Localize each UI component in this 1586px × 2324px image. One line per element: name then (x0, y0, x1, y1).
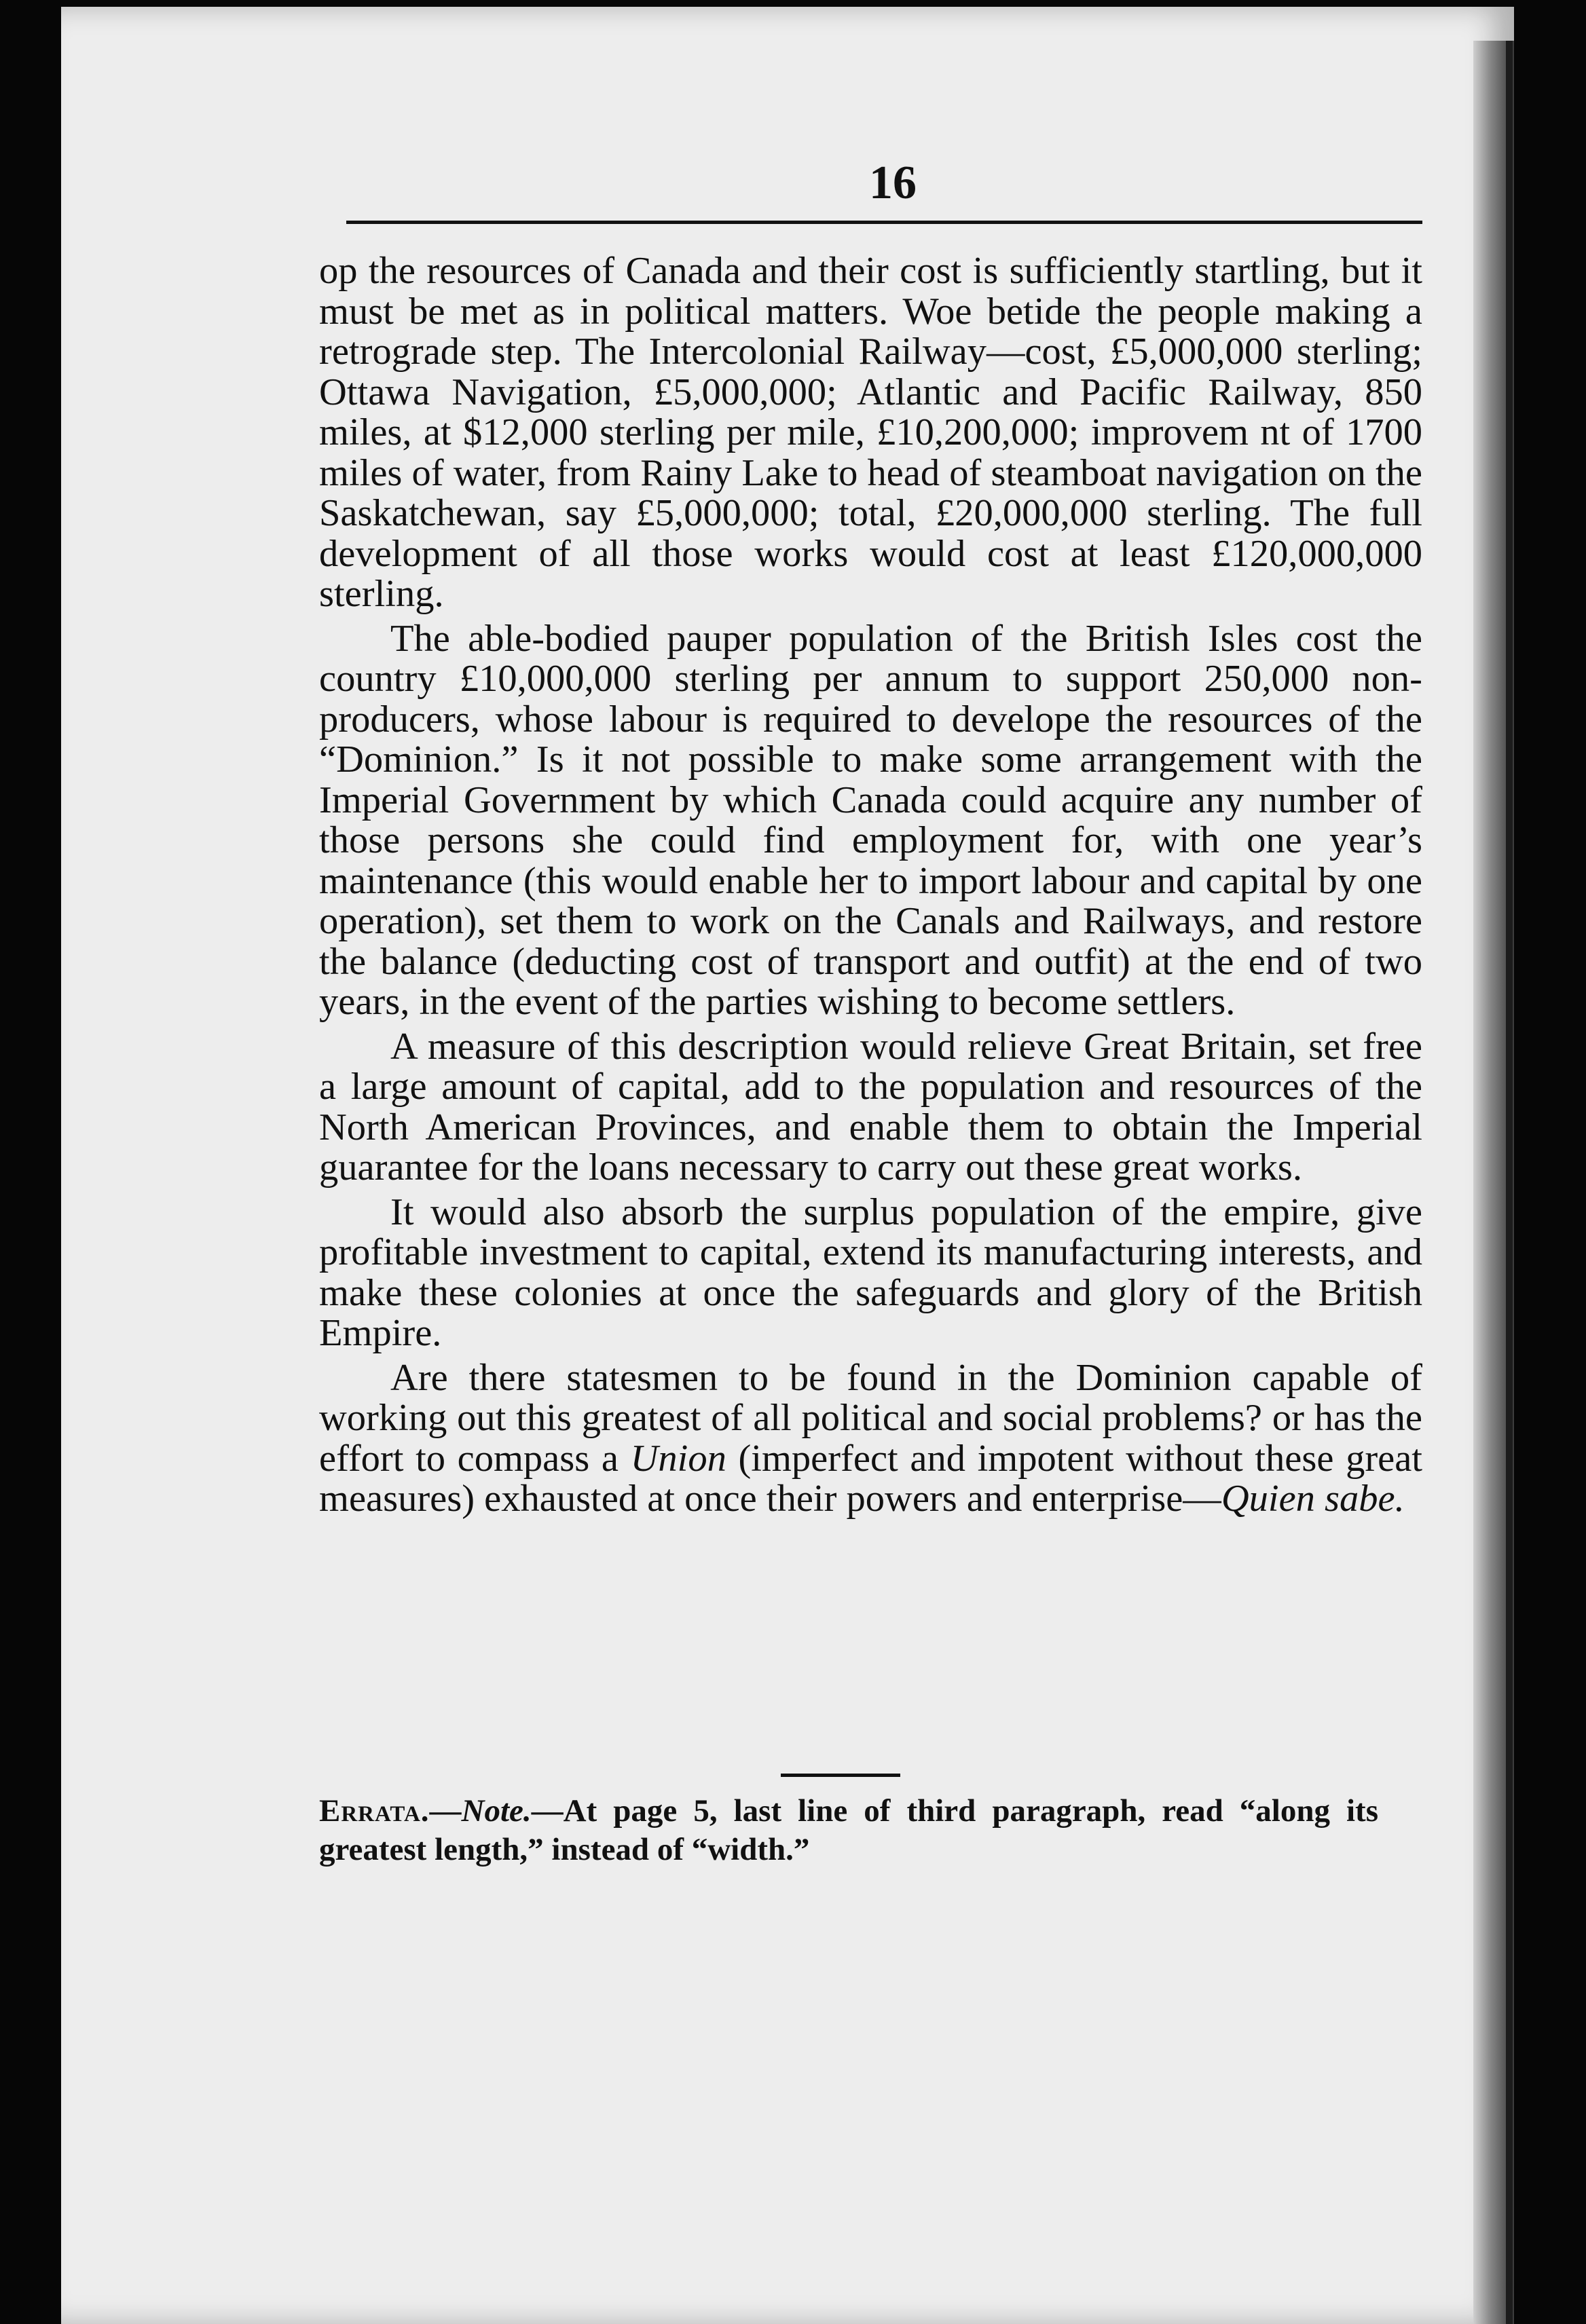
paragraph (319, 251, 1422, 615)
paragraph (319, 1027, 1422, 1188)
paragraph (319, 619, 1422, 1023)
paragraph (319, 1358, 1422, 1520)
paragraph-text: (imperfect and impotent without these great measures) exhausted at once their powers and enterprise— (319, 1437, 1422, 1520)
paragraph (319, 1193, 1422, 1354)
paragraph-text: Are there statesmen to be found in the Dominion capable of working out this greatest of all political and social problems? or has the effort to compass a (319, 1356, 1422, 1480)
erratum-text: —At page 5, last line of third paragraph, read “along its greatest length,” instead of “width.” (319, 1793, 1378, 1867)
footnote-rule (781, 1774, 900, 1777)
paragraph-text: op the resources of Canada and their cost is sufficiently startling, but it must be met as in political matters. Woe betide the people making a retrograde step. The Intercolonial Railway—cost, £5,000,000 sterling; Ottawa Navigation, £5,000,000; Atlantic and Pacific Railway, 850 miles, at $12,000 sterling per mile, £10,200,000; improvem nt of 1700 miles of water, from Rainy Lake to head of steamboat navigation on the Saskatchewan, say £5,000,000; total, £20,000,000 sterling. The full development of all those works would cost at least £120,000,000 sterling. (319, 250, 1422, 615)
page-number: 16 (869, 157, 917, 209)
page-gutter (1506, 41, 1513, 2324)
italic-text: Union (630, 1437, 726, 1480)
erratum-dash: — (429, 1793, 462, 1829)
erratum-label: Errata. (319, 1793, 430, 1829)
paragraph-text: A measure of this description would relieve Great Britain, set free a large amount of capital, add to the population and resources of the North American Provinces, and enable them to obtain the Imperial guarantee for the loans necessary to carry out these great works. (319, 1025, 1422, 1188)
paragraph-text: The able-bodied pauper population of the British Isles cost the country £10,000,000 sterling per annum to support 250,000 non-producers, whose labour is required to develope the resources of the “Dominion.” Is it not possible to make some arrangement with the Imperial Government by which Canada could acquire any number of those persons she could find employment for, with one year’s maintenance (this would enable her to import labour and capital by one operation), set them to work on the Canals and Railways, and restore the balance (deducting cost of transport and outfit) at the end of two years, in the event of the parties wishing to become settlers. (319, 617, 1422, 1023)
erratum-note-label: Note. (461, 1793, 532, 1829)
body-text (319, 251, 1422, 1520)
header-rule (346, 221, 1422, 224)
paragraph-text: It would also absorb the surplus population of the empire, give profitable investment to capital, extend its manufacturing interests, and make these colonies at once the safeguards and glory of the British Empire. (319, 1191, 1422, 1354)
italic-text: Quien sabe. (1221, 1478, 1405, 1520)
erratum-note (319, 1792, 1378, 1869)
